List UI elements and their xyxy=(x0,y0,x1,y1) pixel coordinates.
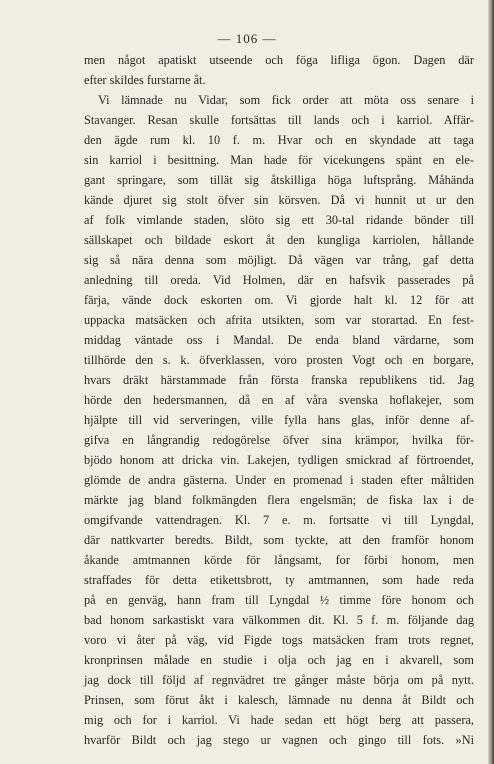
text-line: på en genväg, hann fram till Lyngdal ½ timme före honom och xyxy=(84,593,474,607)
text-line: Prinsen, som förut åkt i kalesch, lämnade nu denna åt Bildt och xyxy=(84,693,474,707)
text-line: hvarför Bildt och jag stego ur vagnen och gingo till fots. »Ni xyxy=(84,733,474,747)
text-line: sällskapet och bildade eskort åt den kungliga karriolen, hållande xyxy=(84,233,474,247)
text-line: kände djuret sig stolt öfver sin körsven. Då vi hunnit ut ur den xyxy=(84,193,474,207)
text-line: mig och for i karriol. Vi hade sedan ett högt berg att passera, xyxy=(84,713,474,727)
text-line: jag dock till följd af regnvädret tre gånger måste börja om på nytt. xyxy=(84,673,474,687)
text-line: uppacka matsäcken och afrita utsikten, som var storartad. En fest- xyxy=(84,313,474,327)
text-line: hjälpte till vid serveringen, ville fylla hans glas, inför denne af- xyxy=(84,413,474,427)
text-line: Vi lämnade nu Vidar, som fick order att möta oss senare i xyxy=(98,93,474,107)
text-line: sin karriol i besittning. Man hade för vicekungens spänt en ele- xyxy=(84,153,474,167)
text-line: straffades för detta etikettsbrott, ty amtmannen, som hade reda xyxy=(84,573,474,587)
text-line: gant springare, som tillät sig åtskilliga höga luftsprång. Måhända xyxy=(84,173,474,187)
page-number: — 106 — xyxy=(217,31,277,46)
text-line: hörde den hedersmannen, då en af våra svenska hoflakejer, som xyxy=(84,393,474,407)
text-line: åkande amtmannen körde för långsamt, for förbi honom, men xyxy=(84,553,474,567)
text-line: hvars dräkt härstammade från första franska republikens tid. Jag xyxy=(84,373,474,387)
text-line: omgifvande vattendragen. Kl. 7 e. m. fortsatte vi till Lyngdal, xyxy=(84,513,474,527)
text-line: tillhörde den s. k. öfverklassen, voro prosten Vogt och en borgare, xyxy=(84,353,474,367)
text-line: där nattkvarter beredts. Bildt, som tyckte, att den framför honom xyxy=(84,533,474,547)
text-line: gifva en långrandig redogörelse öfver sina krämpor, hvilka för- xyxy=(84,433,474,447)
text-line: efter skildes furstarne åt. xyxy=(84,73,206,87)
text-line: bjödo honom att dricka vin. Lakejen, tydligen smickrad af förtroendet, xyxy=(84,453,474,467)
text-line: af folk vimlande staden, slöto sig ett 30-tal ridande bönder till xyxy=(84,213,474,227)
text-line: anledning till oreda. Vid Holmen, där en hafsvik passerades på xyxy=(84,273,474,287)
text-line: den ägde rum kl. 10 f. m. Hvar och en skyndade att taga xyxy=(84,133,474,147)
text-line: kronprinsen målade en studie i olja och jag en i akvarell, som xyxy=(84,653,474,667)
body-text xyxy=(84,50,474,750)
text-line: färja, vände dock eskorten om. Vi gjorde halt kl. 12 för att xyxy=(84,293,474,307)
text-line: märkte jag bland folkmängden flera engelsmän; de fiska lax i de xyxy=(84,493,474,507)
text-line: bad honom sarkastiskt vara välkommen dit. Kl. 5 f. m. följande dag xyxy=(84,613,474,627)
page-edge-shadow xyxy=(488,0,494,764)
text-line: men något apatiskt utseende och föga lifliga ögon. Dagen där xyxy=(84,53,474,67)
text-line: sig så nära denna som möjligt. Då vägen var trång, gaf detta xyxy=(84,253,474,267)
text-line: voro vi åter på väg, vid Figde togs matsäcken fram trots regnet, xyxy=(84,633,474,647)
text-line: middag väntade oss i Mandal. De enda bland värdarne, som xyxy=(84,333,474,347)
text-line: Stavanger. Resan skulle fortsättas till lands och i karriol. Affär- xyxy=(84,113,474,127)
text-line: glömde de andra gästerna. Under en promenad i staden efter måltiden xyxy=(84,473,474,487)
